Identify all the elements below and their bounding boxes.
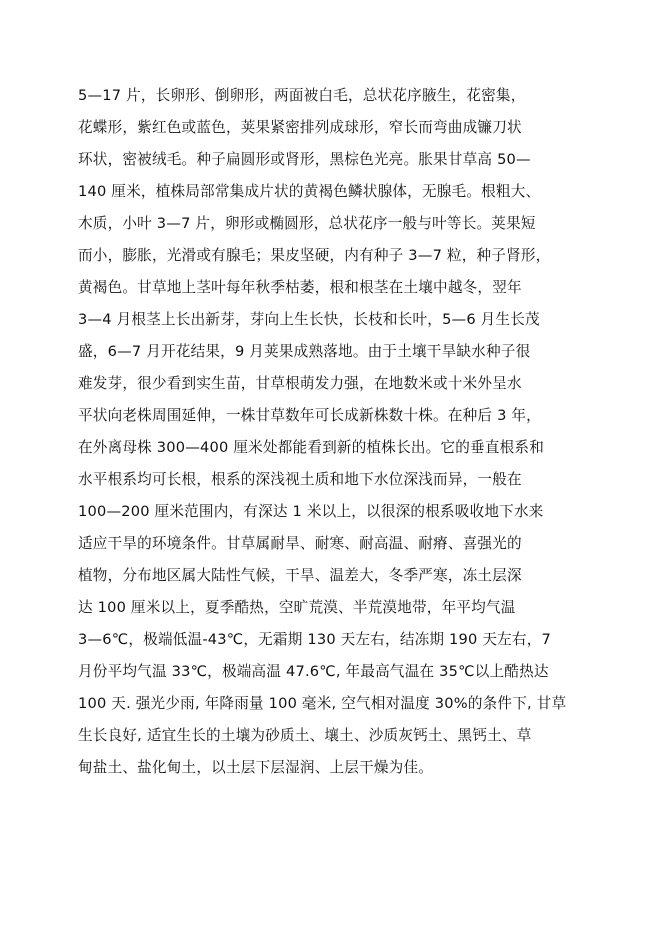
text-line: 黄褐色。甘草地上茎叶每年秋季枯萎，根和根茎在土壤中越冬，翌年 (78, 279, 522, 296)
text-line: 140 厘米，植株局部常集成片状的黄褐色鳞状腺体，无腺毛。根粗大、 (78, 183, 541, 200)
text-line: 难发芽，很少看到实生苗，甘草根萌发力强，在地数米或十米外呈水 (78, 375, 522, 392)
text-line: 适应干旱的环境条件。甘草属耐旱、耐寒、耐高温、耐瘠、喜强光的 (78, 535, 522, 552)
text-line: 生长良好, 适宜生长的土壤为砂质土、壤土、沙质灰钙土、黑钙土、草 (78, 727, 532, 744)
text-line: 3—4 月根茎上长出新芽，芽向上生长快，长枝和长叶，5—6 月生长茂 (78, 311, 540, 328)
text-line: 月份平均气温 33℃，极端高温 47.6℃, 年最高气温在 35℃以上酷热达 (78, 663, 549, 680)
text-line: 植物，分布地区属大陆性气候，干旱、温差大，冬季严寒，冻土层深 (78, 567, 522, 584)
text-line: 盛，6—7 月开花结果，9 月荚果成熟落地。由于土壤干旱缺水种子很 (78, 343, 531, 360)
text-line: 达 100 厘米以上，夏季酷热，空旷荒漠、半荒漠地带，年平均气温 (78, 599, 516, 616)
body-paragraph (78, 80, 598, 784)
text-line: 环状，密被绒毛。种子扁圆形或肾形，黑棕色光亮。胀果甘草高 50— (78, 151, 531, 168)
text-line: 水平根系均可长根，根系的深浅视土质和地下水位深浅而异，一般在 (78, 471, 522, 488)
text-line: 100—200 厘米范围内，有深达 1 米以上，以很深的根系吸收地下水来 (78, 503, 544, 520)
text-line: 花蝶形，紫红色或蓝色，荚果紧密排列成球形，窄长而弯曲成镰刀状 (78, 119, 522, 136)
text-line: 而小，膨胀，光滑或有腺毛；果皮坚硬，内有种子 3—7 粒，种子肾形， (78, 247, 551, 264)
text-line: 100 天. 强光少雨, 年降雨量 100 毫米, 空气相对温度 30%的条件下, 甘草 (78, 695, 567, 712)
text-line: 3—6℃，极端低温-43℃，无霜期 130 天左右，结冻期 190 天左右，7 (78, 631, 552, 648)
text-line: 木质，小叶 3—7 片，卵形或椭圆形，总状花序一般与叶等长。荚果短 (78, 215, 536, 232)
text-line: 平状向老株周围延伸，一株甘草数年可长成新株数十株。在种后 3 年， (78, 407, 541, 424)
text-line: 在外离母株 300—400 厘米处都能看到新的植株长出。它的垂直根系和 (78, 439, 545, 456)
text-line: 5—17 片，长卵形、倒卵形，两面被白毛，总状花序腋生，花密集， (78, 87, 526, 104)
text-line: 甸盐土、盐化甸土，以土层下层湿润、上层干燥为佳。 (78, 759, 434, 776)
